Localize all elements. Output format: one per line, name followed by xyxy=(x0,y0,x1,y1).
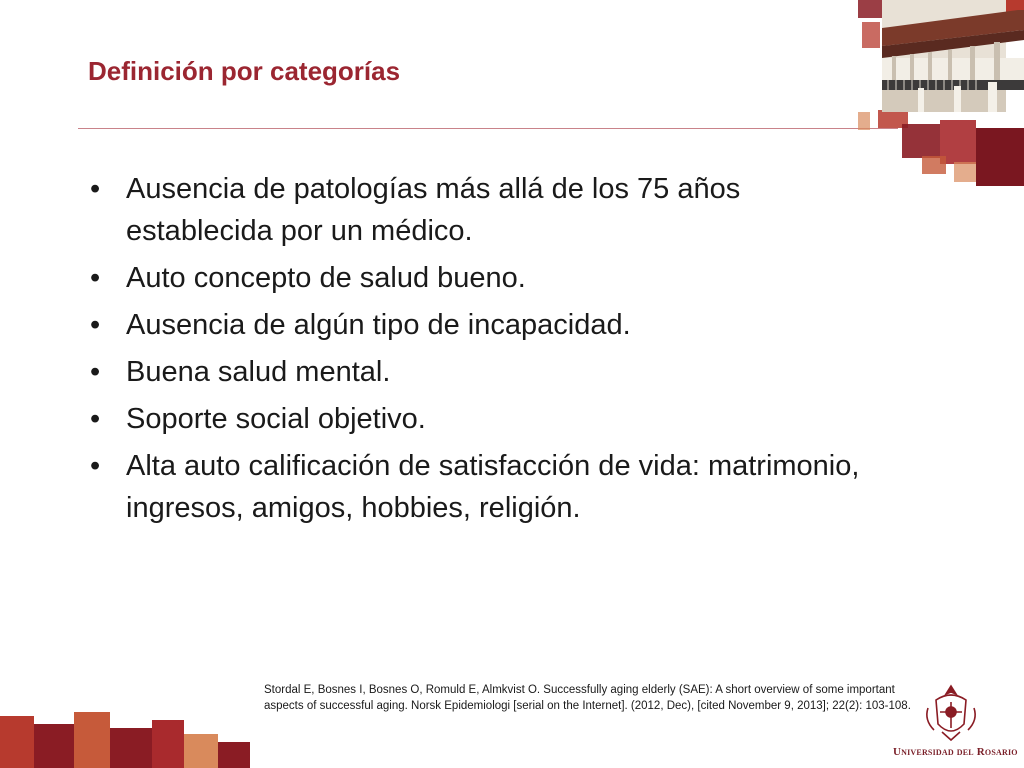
bullet-item xyxy=(90,398,880,440)
bullet-text: Auto concepto de salud bueno. xyxy=(126,262,526,294)
bullet-icon: • xyxy=(90,356,101,388)
bullet-text: Soporte social objetivo. xyxy=(126,403,426,435)
bullet-item xyxy=(90,445,880,529)
bullet-icon: • xyxy=(90,309,101,341)
bullet-item xyxy=(90,257,880,299)
bullet-icon: • xyxy=(90,262,101,294)
bullet-icon: • xyxy=(90,450,101,482)
title-divider xyxy=(78,128,898,129)
citation-text: Stordal E, Bosnes I, Bosnes O, Romuld E, Almkvist O. Successfully aging elderly (SAE): A short overview of some important aspects of successful aging. Norsk Epidemiologi [serial on the Internet]. (2012, Dec), [cited November 9, 2013]; 22(2): 103-108. xyxy=(264,684,911,712)
header-photo-banner xyxy=(858,0,1024,186)
university-name: Universidad del Rosario xyxy=(893,746,1018,758)
bullet-text: Ausencia de algún tipo de incapacidad. xyxy=(126,309,631,341)
bullet-text: Ausencia de patologías más allá de los 75 años establecida por un médico. xyxy=(126,173,741,247)
bullet-item xyxy=(90,304,880,346)
bullet-text: Buena salud mental. xyxy=(126,356,391,388)
bullet-text: Alta auto calificación de satisfacción de vida: matrimonio, ingresos, amigos, hobbies, religión. xyxy=(126,450,860,524)
bullet-list xyxy=(90,168,880,534)
slide-title: Definición por categorías xyxy=(88,56,401,86)
bullet-item xyxy=(90,351,880,393)
bullet-icon: • xyxy=(90,173,101,205)
bullet-item xyxy=(90,168,880,252)
bullet-icon: • xyxy=(90,403,101,435)
footer-decoration xyxy=(0,712,250,768)
university-crest-logo xyxy=(918,680,984,746)
